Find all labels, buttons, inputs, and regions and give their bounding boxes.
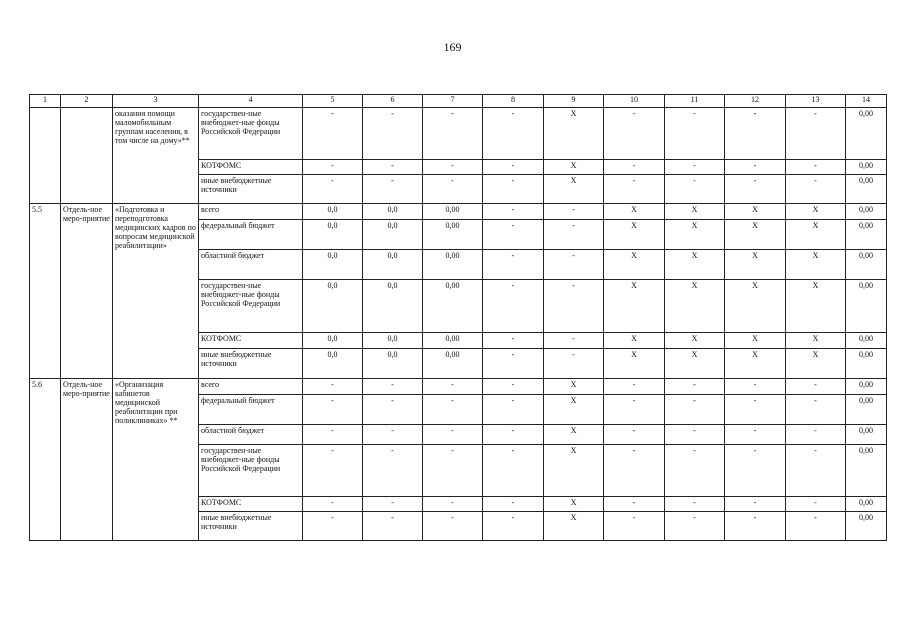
value-cell-col-7: 0,00 <box>423 333 483 349</box>
value-cell-col-9: - <box>544 333 604 349</box>
value-cell-col-11: - <box>665 160 725 175</box>
value-cell-col-14: 0,00 <box>846 445 887 497</box>
value-cell-col-13: X <box>786 220 846 250</box>
funding-source-cell: КОТФОМС <box>199 333 303 349</box>
value-cell-col-12: - <box>725 512 786 541</box>
value-cell-col-12: - <box>725 160 786 175</box>
value-cell-col-5: - <box>303 512 363 541</box>
value-cell-col-13: - <box>786 175 846 204</box>
section-number-cell <box>30 108 61 204</box>
value-cell-col-9: - <box>544 280 604 333</box>
value-cell-col-10: X <box>604 349 665 379</box>
value-cell-col-14: 0,00 <box>846 425 887 445</box>
value-cell-col-11: - <box>665 395 725 425</box>
value-cell-col-10: - <box>604 379 665 395</box>
value-cell-col-5: 0,0 <box>303 333 363 349</box>
column-header-9: 9 <box>544 95 604 108</box>
value-cell-col-10: - <box>604 445 665 497</box>
value-cell-col-7: - <box>423 379 483 395</box>
value-cell-col-5: 0,0 <box>303 204 363 220</box>
event-type-cell <box>61 108 113 204</box>
value-cell-col-5: - <box>303 425 363 445</box>
value-cell-col-5: - <box>303 497 363 512</box>
value-cell-col-11: - <box>665 497 725 512</box>
value-cell-col-7: - <box>423 160 483 175</box>
funding-source-cell: всего <box>199 379 303 395</box>
funding-source-cell: всего <box>199 204 303 220</box>
value-cell-col-6: - <box>363 497 423 512</box>
funding-source-cell: областной бюджет <box>199 425 303 445</box>
column-header-4: 4 <box>199 95 303 108</box>
value-cell-col-5: 0,0 <box>303 349 363 379</box>
column-header-2: 2 <box>61 95 113 108</box>
value-cell-col-8: - <box>483 379 544 395</box>
funding-source-cell: КОТФОМС <box>199 160 303 175</box>
budget-table <box>29 94 887 541</box>
event-type-cell: Отдель-ное меро-приятие <box>61 204 113 379</box>
value-cell-col-12: X <box>725 280 786 333</box>
value-cell-col-7: 0,00 <box>423 204 483 220</box>
value-cell-col-7: - <box>423 497 483 512</box>
funding-source-cell: иные внебюджетные источники <box>199 512 303 541</box>
value-cell-col-5: - <box>303 445 363 497</box>
value-cell-col-7: - <box>423 512 483 541</box>
value-cell-col-8: - <box>483 349 544 379</box>
value-cell-col-12: - <box>725 175 786 204</box>
value-cell-col-5: 0,0 <box>303 250 363 280</box>
column-header-7: 7 <box>423 95 483 108</box>
funding-source-cell: государствен-ные внебюджет-ные фонды Российской Федерации <box>199 108 303 160</box>
table-body <box>30 108 887 541</box>
value-cell-col-9: - <box>544 349 604 379</box>
value-cell-col-7: 0,00 <box>423 250 483 280</box>
value-cell-col-8: - <box>483 204 544 220</box>
value-cell-col-11: - <box>665 445 725 497</box>
value-cell-col-6: 0,0 <box>363 349 423 379</box>
value-cell-col-11: X <box>665 204 725 220</box>
value-cell-col-8: - <box>483 445 544 497</box>
table-row <box>30 379 887 395</box>
value-cell-col-6: 0,0 <box>363 333 423 349</box>
column-header-6: 6 <box>363 95 423 108</box>
funding-source-cell: областной бюджет <box>199 250 303 280</box>
value-cell-col-7: - <box>423 425 483 445</box>
value-cell-col-8: - <box>483 220 544 250</box>
value-cell-col-12: - <box>725 395 786 425</box>
value-cell-col-9: - <box>544 250 604 280</box>
value-cell-col-11: X <box>665 280 725 333</box>
value-cell-col-5: - <box>303 379 363 395</box>
value-cell-col-12: X <box>725 349 786 379</box>
value-cell-col-6: - <box>363 379 423 395</box>
value-cell-col-11: - <box>665 425 725 445</box>
value-cell-col-9: X <box>544 512 604 541</box>
value-cell-col-13: X <box>786 333 846 349</box>
value-cell-col-8: - <box>483 497 544 512</box>
value-cell-col-6: - <box>363 108 423 160</box>
value-cell-col-11: X <box>665 349 725 379</box>
value-cell-col-14: 0,00 <box>846 280 887 333</box>
value-cell-col-7: - <box>423 395 483 425</box>
page-number: 169 <box>443 40 462 54</box>
value-cell-col-14: 0,00 <box>846 379 887 395</box>
funding-source-cell: иные внебюджетные источники <box>199 175 303 204</box>
value-cell-col-12: - <box>725 108 786 160</box>
value-cell-col-12: - <box>725 425 786 445</box>
value-cell-col-5: 0,0 <box>303 280 363 333</box>
value-cell-col-5: - <box>303 108 363 160</box>
value-cell-col-13: - <box>786 379 846 395</box>
column-header-8: 8 <box>483 95 544 108</box>
value-cell-col-13: - <box>786 425 846 445</box>
value-cell-col-8: - <box>483 333 544 349</box>
value-cell-col-9: X <box>544 160 604 175</box>
value-cell-col-11: - <box>665 379 725 395</box>
value-cell-col-10: - <box>604 108 665 160</box>
value-cell-col-14: 0,00 <box>846 175 887 204</box>
funding-source-cell: федеральный бюджет <box>199 395 303 425</box>
value-cell-col-10: - <box>604 395 665 425</box>
column-header-5: 5 <box>303 95 363 108</box>
value-cell-col-13: X <box>786 280 846 333</box>
value-cell-col-14: 0,00 <box>846 395 887 425</box>
value-cell-col-10: X <box>604 333 665 349</box>
value-cell-col-10: - <box>604 512 665 541</box>
value-cell-col-10: X <box>604 280 665 333</box>
value-cell-col-12: X <box>725 204 786 220</box>
value-cell-col-14: 0,00 <box>846 333 887 349</box>
column-header-13: 13 <box>786 95 846 108</box>
value-cell-col-6: - <box>363 175 423 204</box>
value-cell-col-9: X <box>544 379 604 395</box>
value-cell-col-10: X <box>604 250 665 280</box>
value-cell-col-9: X <box>544 108 604 160</box>
funding-source-cell: иные внебюджетные источники <box>199 349 303 379</box>
value-cell-col-14: 0,00 <box>846 349 887 379</box>
value-cell-col-14: 0,00 <box>846 220 887 250</box>
value-cell-col-11: - <box>665 175 725 204</box>
header-row <box>30 95 887 108</box>
column-header-10: 10 <box>604 95 665 108</box>
column-header-1: 1 <box>30 95 61 108</box>
section-number-cell: 5.5 <box>30 204 61 379</box>
value-cell-col-5: - <box>303 175 363 204</box>
value-cell-col-9: X <box>544 395 604 425</box>
value-cell-col-14: 0,00 <box>846 512 887 541</box>
value-cell-col-5: - <box>303 395 363 425</box>
value-cell-col-12: X <box>725 220 786 250</box>
table-row <box>30 204 887 220</box>
value-cell-col-8: - <box>483 250 544 280</box>
value-cell-col-8: - <box>483 395 544 425</box>
column-header-11: 11 <box>665 95 725 108</box>
value-cell-col-14: 0,00 <box>846 497 887 512</box>
value-cell-col-11: - <box>665 512 725 541</box>
value-cell-col-6: - <box>363 160 423 175</box>
value-cell-col-13: - <box>786 395 846 425</box>
value-cell-col-13: - <box>786 108 846 160</box>
value-cell-col-8: - <box>483 512 544 541</box>
value-cell-col-14: 0,00 <box>846 108 887 160</box>
value-cell-col-12: X <box>725 333 786 349</box>
value-cell-col-12: - <box>725 445 786 497</box>
value-cell-col-13: X <box>786 349 846 379</box>
value-cell-col-10: X <box>604 220 665 250</box>
value-cell-col-11: X <box>665 333 725 349</box>
value-cell-col-9: - <box>544 220 604 250</box>
value-cell-col-9: X <box>544 445 604 497</box>
funding-source-cell: федеральный бюджет <box>199 220 303 250</box>
value-cell-col-7: - <box>423 445 483 497</box>
event-name-cell: «Организация кабинетов медицинской реабилитации при поликлиниках» ** <box>113 379 199 541</box>
value-cell-col-6: - <box>363 395 423 425</box>
value-cell-col-8: - <box>483 175 544 204</box>
value-cell-col-6: 0,0 <box>363 280 423 333</box>
funding-source-cell: государствен-ные внебюджет-ные фонды Российской Федерации <box>199 280 303 333</box>
value-cell-col-6: - <box>363 512 423 541</box>
event-type-cell: Отдель-ное меро-приятие <box>61 379 113 541</box>
value-cell-col-5: 0,0 <box>303 220 363 250</box>
column-header-12: 12 <box>725 95 786 108</box>
value-cell-col-12: - <box>725 379 786 395</box>
value-cell-col-10: - <box>604 425 665 445</box>
value-cell-col-6: 0,0 <box>363 250 423 280</box>
value-cell-col-7: - <box>423 175 483 204</box>
value-cell-col-8: - <box>483 108 544 160</box>
value-cell-col-8: - <box>483 280 544 333</box>
value-cell-col-13: X <box>786 204 846 220</box>
value-cell-col-13: - <box>786 497 846 512</box>
value-cell-col-6: 0,0 <box>363 220 423 250</box>
value-cell-col-10: X <box>604 204 665 220</box>
event-name-cell: оказания помощи маломобильным группам населения, в том числе на дому»** <box>113 108 199 204</box>
value-cell-col-10: - <box>604 175 665 204</box>
section-number-cell: 5.6 <box>30 379 61 541</box>
value-cell-col-13: X <box>786 250 846 280</box>
value-cell-col-6: 0,0 <box>363 204 423 220</box>
value-cell-col-13: - <box>786 160 846 175</box>
value-cell-col-12: X <box>725 250 786 280</box>
value-cell-col-12: - <box>725 497 786 512</box>
funding-source-cell: КОТФОМС <box>199 497 303 512</box>
value-cell-col-14: 0,00 <box>846 204 887 220</box>
value-cell-col-7: - <box>423 108 483 160</box>
value-cell-col-13: - <box>786 445 846 497</box>
event-name-cell: «Подготовка и переподготовка медицинских кадров по вопросам медицинской реабилитации» <box>113 204 199 379</box>
value-cell-col-11: X <box>665 250 725 280</box>
value-cell-col-8: - <box>483 425 544 445</box>
value-cell-col-9: - <box>544 204 604 220</box>
column-header-3: 3 <box>113 95 199 108</box>
column-header-14: 14 <box>846 95 887 108</box>
value-cell-col-14: 0,00 <box>846 250 887 280</box>
value-cell-col-13: - <box>786 512 846 541</box>
funding-source-cell: государствен-ные внебюджет-ные фонды Российской Федерации <box>199 445 303 497</box>
value-cell-col-7: 0,00 <box>423 349 483 379</box>
value-cell-col-7: 0,00 <box>423 280 483 333</box>
value-cell-col-9: X <box>544 497 604 512</box>
value-cell-col-7: 0,00 <box>423 220 483 250</box>
value-cell-col-11: - <box>665 108 725 160</box>
table-row <box>30 108 887 160</box>
value-cell-col-6: - <box>363 445 423 497</box>
value-cell-col-9: X <box>544 175 604 204</box>
value-cell-col-8: - <box>483 160 544 175</box>
value-cell-col-11: X <box>665 220 725 250</box>
value-cell-col-5: - <box>303 160 363 175</box>
value-cell-col-6: - <box>363 425 423 445</box>
value-cell-col-14: 0,00 <box>846 160 887 175</box>
value-cell-col-10: - <box>604 160 665 175</box>
value-cell-col-10: - <box>604 497 665 512</box>
value-cell-col-9: X <box>544 425 604 445</box>
